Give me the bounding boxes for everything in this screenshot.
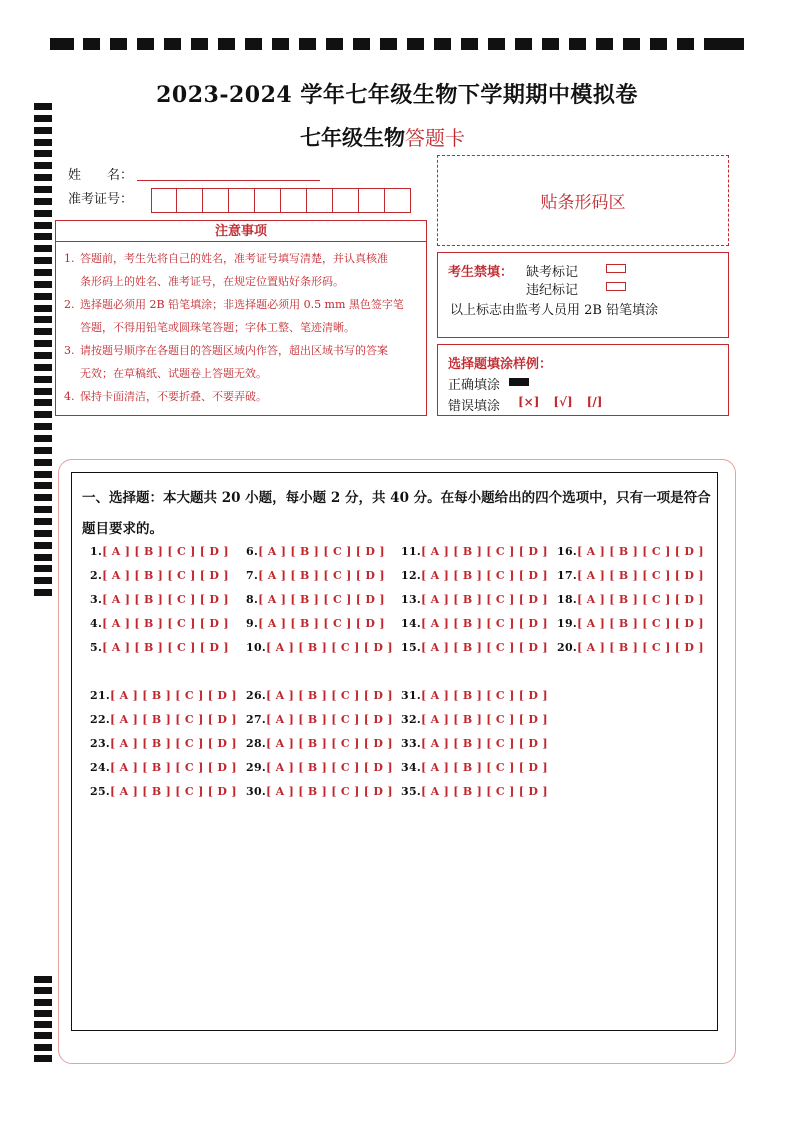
timing-mark <box>650 38 667 50</box>
timing-mark <box>326 38 343 50</box>
card-label: 答题卡 <box>405 126 465 150</box>
question-3-options[interactable] <box>90 593 229 606</box>
question-number: 35. <box>401 785 422 798</box>
forbidden-title: 考生禁填： <box>448 265 514 280</box>
timing-mark <box>704 38 721 50</box>
question-10-options[interactable] <box>246 641 393 654</box>
answer-bubbles[interactable]: [ A ] [ B ] [ C ] [ D ] <box>110 785 237 798</box>
answer-bubbles[interactable]: [ A ] [ B ] [ C ] [ D ] <box>102 569 229 582</box>
timing-mark <box>34 245 52 252</box>
question-13-options[interactable] <box>401 593 548 606</box>
answer-bubbles[interactable]: [ A ] [ B ] [ C ] [ D ] <box>102 617 229 630</box>
question-1-options[interactable] <box>90 545 229 558</box>
answer-bubbles[interactable]: [ A ] [ B ] [ C ] [ D ] <box>577 545 704 558</box>
answer-bubbles[interactable]: [ A ] [ B ] [ C ] [ D ] <box>102 641 229 654</box>
absent-mark-box[interactable] <box>606 264 626 273</box>
id-digit-box[interactable] <box>255 188 281 213</box>
question-17-options[interactable] <box>557 569 704 582</box>
answer-bubbles[interactable]: [ A ] [ B ] [ C ] [ D ] <box>258 617 385 630</box>
answer-bubbles[interactable]: [ A ] [ B ] [ C ] [ D ] <box>266 761 393 774</box>
timing-mark <box>34 589 52 596</box>
timing-mark <box>34 376 52 383</box>
answer-bubbles[interactable]: [ A ] [ B ] [ C ] [ D ] <box>421 713 548 726</box>
timing-mark <box>542 38 559 50</box>
id-number-boxes[interactable] <box>151 188 411 213</box>
correct-fill-mark <box>509 378 529 386</box>
timing-mark <box>218 38 235 50</box>
timing-mark <box>515 38 532 50</box>
timing-mark <box>164 38 181 50</box>
correct-fill-label: 正确填涂 <box>448 378 501 393</box>
note-item <box>64 339 422 385</box>
question-26-options[interactable] <box>246 689 393 702</box>
note-text-line2: 答题，不得用铅笔或圆珠笔答题；字体工整、笔迹清晰。 <box>80 321 355 334</box>
timing-mark <box>34 233 52 240</box>
question-19-options[interactable] <box>557 617 704 630</box>
note-number: 3. <box>64 344 75 357</box>
question-30-options[interactable] <box>246 785 393 798</box>
timing-mark <box>34 328 52 335</box>
timing-mark <box>34 1010 52 1017</box>
answer-bubbles[interactable]: [ A ] [ B ] [ C ] [ D ] <box>266 785 393 798</box>
id-digit-box[interactable] <box>359 188 385 213</box>
question-8-options[interactable] <box>246 593 385 606</box>
timing-mark <box>34 1021 52 1028</box>
timing-mark <box>34 269 52 276</box>
note-text-line1: 选择题必须用 2B 铅笔填涂；非选择题必须用 0.5 mm 黑色签字笔 <box>80 298 404 311</box>
question-12-options[interactable] <box>401 569 548 582</box>
id-digit-box[interactable] <box>177 188 203 213</box>
question-20-options[interactable] <box>557 641 704 654</box>
answer-bubbles[interactable]: [ A ] [ B ] [ C ] [ D ] <box>421 761 548 774</box>
question-number: 16. <box>557 545 578 558</box>
timing-mark <box>34 518 52 525</box>
id-digit-box[interactable] <box>281 188 307 213</box>
timing-mark <box>720 38 744 50</box>
question-number: 33. <box>401 737 422 750</box>
notes-heading: 注意事项 <box>56 221 426 242</box>
question-35-options[interactable] <box>401 785 548 798</box>
answer-bubbles[interactable]: [ A ] [ B ] [ C ] [ D ] <box>421 545 548 558</box>
question-number: 12. <box>401 569 422 582</box>
note-number: 2. <box>64 298 75 311</box>
question-11-options[interactable] <box>401 545 548 558</box>
answer-bubbles[interactable]: [ A ] [ B ] [ C ] [ D ] <box>102 545 229 558</box>
barcode-area: 贴条形码区 <box>437 155 729 246</box>
timing-mark <box>353 38 370 50</box>
forbidden-note: 以上标志由监考人员用 2B 铅笔填涂 <box>450 303 659 318</box>
question-number: 21. <box>90 689 111 702</box>
answer-bubbles[interactable]: [ A ] [ B ] [ C ] [ D ] <box>421 569 548 582</box>
answer-bubbles[interactable]: [ A ] [ B ] [ C ] [ D ] <box>110 689 237 702</box>
timing-mark <box>34 411 52 418</box>
absent-label: 缺考标记 <box>526 265 579 280</box>
wrong-fill-marks <box>518 395 602 409</box>
question-25-options[interactable] <box>90 785 237 798</box>
answer-bubbles[interactable]: [ A ] [ B ] [ C ] [ D ] <box>110 737 237 750</box>
timing-mark <box>677 38 694 50</box>
answer-bubbles[interactable]: [ A ] [ B ] [ C ] [ D ] <box>258 545 385 558</box>
timing-mark <box>34 281 52 288</box>
question-number: 17. <box>557 569 578 582</box>
timing-mark <box>596 38 613 50</box>
timing-marks-left-2 <box>34 976 52 1066</box>
timing-mark <box>34 435 52 442</box>
timing-mark <box>34 447 52 454</box>
timing-mark <box>34 423 52 430</box>
timing-mark <box>434 38 451 50</box>
section-heading <box>82 483 712 545</box>
answer-bubbles[interactable]: [ A ] [ B ] [ C ] [ D ] <box>266 689 393 702</box>
timing-mark <box>191 38 208 50</box>
note-text-line2: 条形码上的姓名、准考证号，在规定位置贴好条形码。 <box>80 275 344 288</box>
section-heading-line1: 一、选择题：本大题共 20 小题，每小题 2 分，共 40 分。在每小题给出的四个选项中，只有一项是符合 <box>82 490 711 506</box>
question-number: 15. <box>401 641 422 654</box>
timing-mark <box>34 1055 52 1062</box>
answer-bubbles[interactable]: [ A ] [ B ] [ C ] [ D ] <box>421 737 548 750</box>
question-number: 7. <box>246 569 259 582</box>
question-16-options[interactable] <box>557 545 704 558</box>
timing-mark <box>34 577 52 584</box>
subject-title <box>300 122 465 152</box>
question-number: 19. <box>557 617 578 630</box>
name-field[interactable] <box>137 180 320 181</box>
question-number: 5. <box>90 641 103 654</box>
question-28-options[interactable] <box>246 737 393 750</box>
question-4-options[interactable] <box>90 617 229 630</box>
timing-mark <box>34 530 52 537</box>
answer-bubbles[interactable]: [ A ] [ B ] [ C ] [ D ] <box>577 569 704 582</box>
answer-bubbles[interactable]: [ A ] [ B ] [ C ] [ D ] <box>421 593 548 606</box>
note-text-line1: 保持卡面清洁，不要折叠、不要弄破。 <box>80 390 267 403</box>
timing-mark <box>407 38 424 50</box>
timing-mark <box>34 222 52 229</box>
timing-mark <box>34 162 52 169</box>
timing-mark <box>34 1044 52 1051</box>
wrong-mark-x: [×] <box>518 395 540 409</box>
timing-mark <box>34 364 52 371</box>
timing-mark <box>34 316 52 323</box>
note-text-line1: 答题前，考生先将自己的姓名，准考证号填写清楚，并认真核准 <box>80 252 388 265</box>
timing-mark <box>461 38 478 50</box>
question-number: 8. <box>246 593 259 606</box>
question-29-options[interactable] <box>246 761 393 774</box>
timing-mark <box>34 554 52 561</box>
id-label: 准考证号： <box>68 192 134 207</box>
timing-mark <box>34 459 52 466</box>
question-number: 2. <box>90 569 103 582</box>
answer-bubbles[interactable]: [ A ] [ B ] [ C ] [ D ] <box>577 593 704 606</box>
timing-mark <box>34 494 52 501</box>
timing-mark <box>34 471 52 478</box>
id-digit-box[interactable] <box>151 188 177 213</box>
question-number: 22. <box>90 713 111 726</box>
timing-mark <box>34 305 52 312</box>
fill-sample-title: 选择题填涂样例： <box>448 357 553 372</box>
timing-mark <box>34 482 52 489</box>
question-number: 18. <box>557 593 578 606</box>
question-number: 9. <box>246 617 259 630</box>
id-digit-box[interactable] <box>203 188 229 213</box>
question-number: 10. <box>246 641 267 654</box>
question-number: 25. <box>90 785 111 798</box>
note-item <box>64 293 422 339</box>
note-item <box>64 247 422 293</box>
question-27-options[interactable] <box>246 713 393 726</box>
id-digit-box[interactable] <box>385 188 411 213</box>
timing-mark <box>34 987 52 994</box>
question-18-options[interactable] <box>557 593 704 606</box>
wrong-mark-slash: [/] <box>586 395 603 409</box>
timing-mark <box>34 210 52 217</box>
answer-bubbles[interactable]: [ A ] [ B ] [ C ] [ D ] <box>421 641 548 654</box>
question-15-options[interactable] <box>401 641 548 654</box>
question-number: 29. <box>246 761 267 774</box>
question-number: 32. <box>401 713 422 726</box>
answer-bubbles[interactable]: [ A ] [ B ] [ C ] [ D ] <box>110 713 237 726</box>
timing-mark <box>34 293 52 300</box>
question-number: 28. <box>246 737 267 750</box>
answer-bubbles[interactable]: [ A ] [ B ] [ C ] [ D ] <box>110 761 237 774</box>
question-number: 30. <box>246 785 267 798</box>
note-text-line1: 请按题号顺序在各题目的答题区域内作答，超出区域书写的答案 <box>80 344 388 357</box>
timing-marks-top <box>50 38 745 50</box>
timing-mark <box>34 542 52 549</box>
timing-mark <box>137 38 154 50</box>
timing-mark <box>272 38 289 50</box>
question-2-options[interactable] <box>90 569 229 582</box>
question-5-options[interactable] <box>90 641 229 654</box>
question-31-options[interactable] <box>401 689 548 702</box>
answer-bubbles[interactable]: [ A ] [ B ] [ C ] [ D ] <box>266 713 393 726</box>
note-text-line2: 无效；在草稿纸、试题卷上答题无效。 <box>80 367 267 380</box>
answer-bubbles[interactable]: [ A ] [ B ] [ C ] [ D ] <box>258 569 385 582</box>
question-34-options[interactable] <box>401 761 548 774</box>
question-number: 13. <box>401 593 422 606</box>
answer-bubbles[interactable]: [ A ] [ B ] [ C ] [ D ] <box>102 593 229 606</box>
question-7-options[interactable] <box>246 569 385 582</box>
question-number: 24. <box>90 761 111 774</box>
answer-bubbles[interactable]: [ A ] [ B ] [ C ] [ D ] <box>577 617 704 630</box>
timing-mark <box>34 388 52 395</box>
question-number: 34. <box>401 761 422 774</box>
question-22-options[interactable] <box>90 713 237 726</box>
id-digit-box[interactable] <box>307 188 333 213</box>
violation-label: 违纪标记 <box>526 283 579 298</box>
question-9-options[interactable] <box>246 617 385 630</box>
question-number: 27. <box>246 713 267 726</box>
timing-mark <box>34 1032 52 1039</box>
question-6-options[interactable] <box>246 545 385 558</box>
timing-mark <box>34 399 52 406</box>
timing-mark <box>34 139 52 146</box>
question-33-options[interactable] <box>401 737 548 750</box>
wrong-mark-check: [√] <box>553 395 573 409</box>
note-number: 4. <box>64 390 75 403</box>
section-heading-line2: 题目要求的。 <box>82 521 163 537</box>
question-number: 1. <box>90 545 103 558</box>
question-number: 4. <box>90 617 103 630</box>
timing-mark <box>34 257 52 264</box>
timing-mark <box>380 38 397 50</box>
question-24-options[interactable] <box>90 761 237 774</box>
wrong-fill-label: 错误填涂 <box>448 399 501 414</box>
forbidden-panel <box>437 252 729 338</box>
question-number: 23. <box>90 737 111 750</box>
timing-mark <box>623 38 640 50</box>
question-number: 14. <box>401 617 422 630</box>
answer-bubbles[interactable]: [ A ] [ B ] [ C ] [ D ] <box>266 641 393 654</box>
answer-bubbles[interactable]: [ A ] [ B ] [ C ] [ D ] <box>421 617 548 630</box>
fill-sample-panel <box>437 344 729 416</box>
timing-mark <box>34 565 52 572</box>
timing-mark <box>34 127 52 134</box>
question-23-options[interactable] <box>90 737 237 750</box>
timing-mark <box>34 198 52 205</box>
timing-mark <box>34 150 52 157</box>
answer-bubbles[interactable]: [ A ] [ B ] [ C ] [ D ] <box>421 785 548 798</box>
page-title: 2023-2024 学年七年级生物下学期期中模拟卷 <box>156 82 638 108</box>
question-number: 20. <box>557 641 578 654</box>
timing-mark <box>34 174 52 181</box>
notes-panel <box>55 220 427 416</box>
timing-mark <box>34 340 52 347</box>
timing-mark <box>34 506 52 513</box>
timing-mark <box>34 352 52 359</box>
question-21-options[interactable] <box>90 689 237 702</box>
question-14-options[interactable] <box>401 617 548 630</box>
timing-mark <box>299 38 316 50</box>
question-number: 3. <box>90 593 103 606</box>
note-item <box>64 385 422 408</box>
question-32-options[interactable] <box>401 713 548 726</box>
question-number: 31. <box>401 689 422 702</box>
timing-mark <box>34 115 52 122</box>
timing-mark <box>34 186 52 193</box>
timing-mark <box>83 38 100 50</box>
timing-mark <box>245 38 262 50</box>
name-label: 姓 名： <box>68 168 134 183</box>
id-digit-box[interactable] <box>229 188 255 213</box>
timing-marks-left-1 <box>34 103 52 601</box>
id-digit-box[interactable] <box>333 188 359 213</box>
timing-mark <box>569 38 586 50</box>
subject-name: 七年级生物 <box>300 125 405 150</box>
violation-mark-box[interactable] <box>606 282 626 291</box>
timing-mark <box>34 976 52 983</box>
question-number: 11. <box>401 545 422 558</box>
question-number: 26. <box>246 689 267 702</box>
answer-bubbles[interactable]: [ A ] [ B ] [ C ] [ D ] <box>577 641 704 654</box>
question-number: 6. <box>246 545 259 558</box>
answer-bubbles[interactable]: [ A ] [ B ] [ C ] [ D ] <box>266 737 393 750</box>
timing-mark <box>110 38 127 50</box>
answer-bubbles[interactable]: [ A ] [ B ] [ C ] [ D ] <box>421 689 548 702</box>
timing-mark <box>50 38 74 50</box>
timing-mark <box>488 38 505 50</box>
answer-bubbles[interactable]: [ A ] [ B ] [ C ] [ D ] <box>258 593 385 606</box>
note-number: 1. <box>64 252 75 265</box>
timing-mark <box>34 999 52 1006</box>
